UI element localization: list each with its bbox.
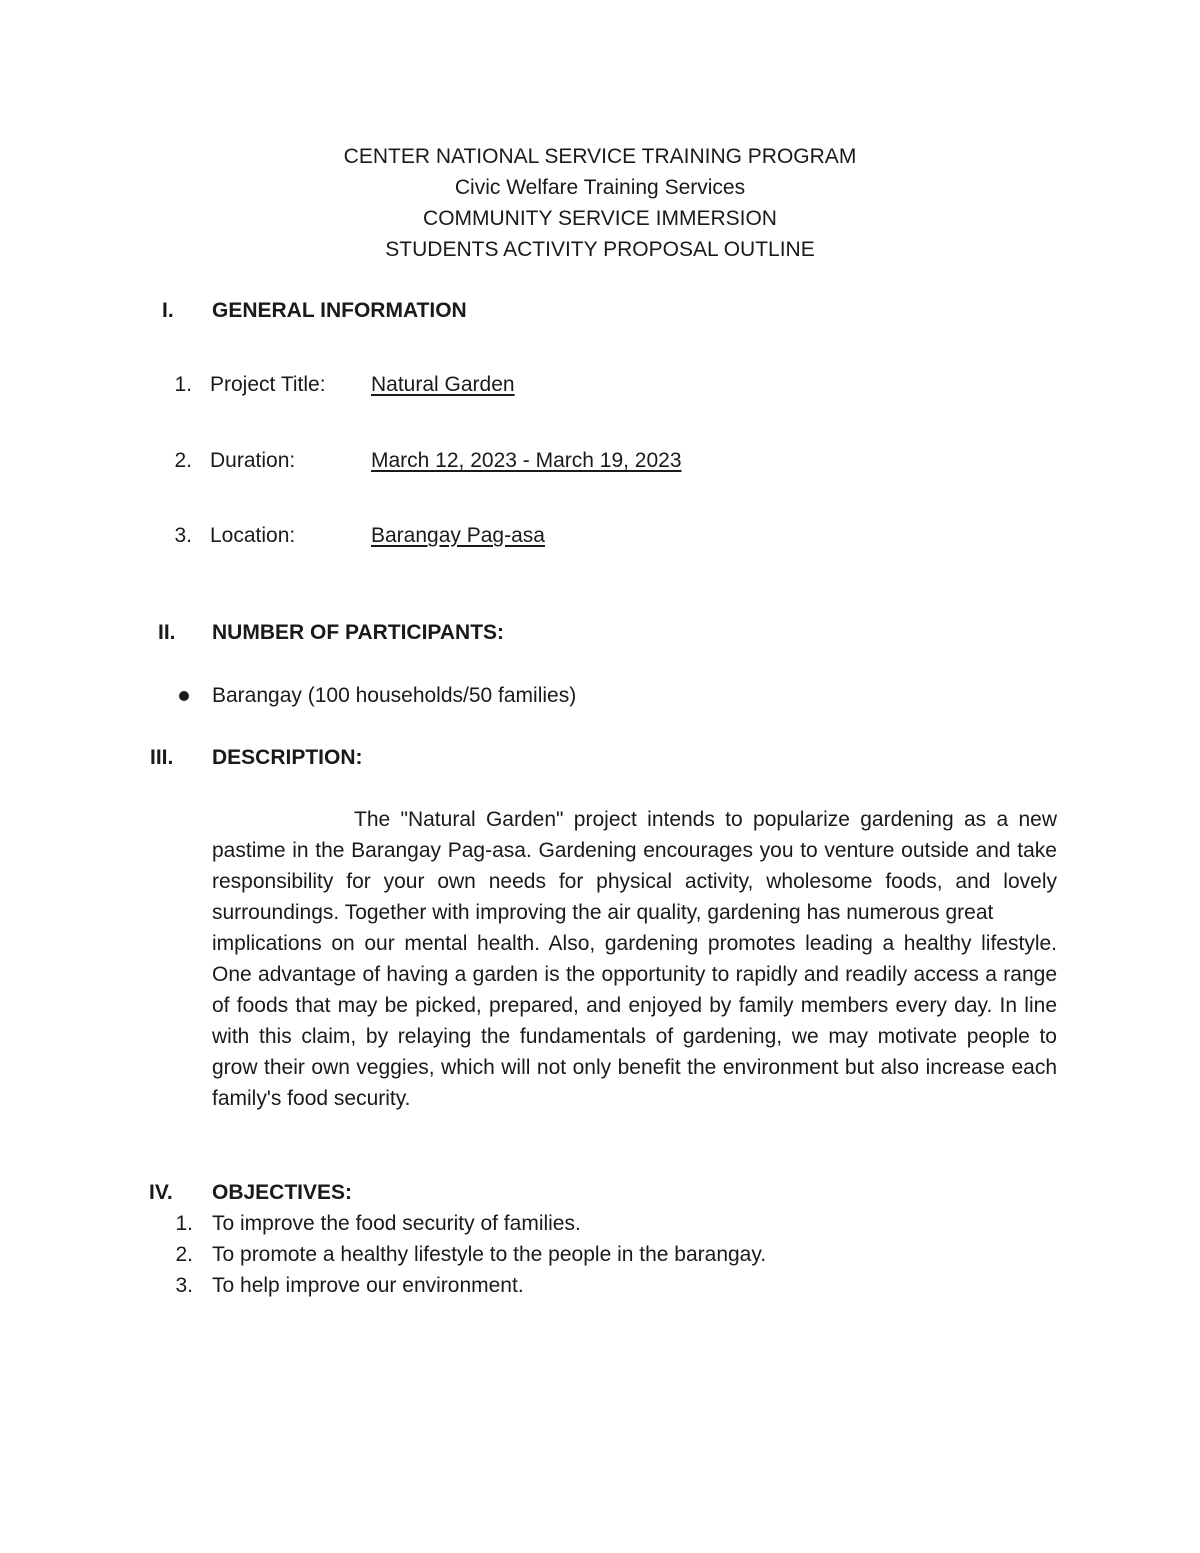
header-line-outline: STUDENTS ACTIVITY PROPOSAL OUTLINE (385, 238, 815, 261)
section-title-objectives: OBJECTIVES: (212, 1181, 353, 1204)
item-number-duration: 2. (174, 449, 192, 472)
item-number-project-title: 1. (174, 373, 192, 396)
section-number-participants: II. (158, 621, 176, 644)
objective-number: 2. (175, 1243, 193, 1266)
label-location: Location: (210, 524, 296, 547)
section-number-description: III. (150, 746, 174, 769)
participants-bullet-text: Barangay (100 households/50 families) (212, 684, 577, 707)
section-title-participants: NUMBER OF PARTICIPANTS: (212, 621, 505, 644)
value-location: Barangay Pag-asa (371, 524, 545, 547)
bullet-icon (179, 691, 189, 701)
section-number-general-information: I. (162, 299, 174, 322)
document-header (0, 141, 1200, 265)
value-project-title: Natural Garden (371, 373, 515, 396)
item-number-location: 3. (174, 524, 192, 547)
description-body (212, 804, 1057, 1114)
description-paragraph-1: The "Natural Garden" project intends to popularize gardening as a new pastime in the Barangay Pag-asa. Gardening encourages you to venture outside and take responsibility for your own needs for physical activity, wholesome foods, and lovely surroundings. Together with improving the air quality, gardening has numerous great (212, 808, 1057, 924)
objective-item: To improve the food security of families. (212, 1212, 581, 1235)
objective-number: 3. (175, 1274, 193, 1297)
header-line-service: Civic Welfare Training Services (454, 176, 746, 199)
value-duration: March 12, 2023 - March 19, 2023 (371, 449, 682, 472)
label-duration: Duration: (210, 449, 296, 472)
header-line-immersion: COMMUNITY SERVICE IMMERSION (423, 207, 777, 230)
label-project-title: Project Title: (210, 373, 326, 396)
section-number-objectives: IV. (149, 1181, 173, 1204)
section-title-general-information: GENERAL INFORMATION (212, 299, 467, 322)
description-paragraph-2: implications on our mental health. Also, gardening promotes leading a healthy lifestyle. One advantage of having a garden is the opportunity to rapidly and readily access a range of foods that may be picked, prepared, and enjoyed by family members every day. In line with this claim, by relaying the fundamentals of gardening, we may motivate people to grow their own veggies, which will not only benefit the environment but also increase each family's food security. (212, 932, 1057, 1110)
header-line-program: CENTER NATIONAL SERVICE TRAINING PROGRAM (343, 145, 857, 168)
objective-item: To promote a healthy lifestyle to the people in the barangay. (212, 1243, 767, 1266)
section-title-description: DESCRIPTION: (212, 746, 363, 769)
objective-item: To help improve our environment. (212, 1274, 524, 1297)
objective-number: 1. (175, 1212, 193, 1235)
